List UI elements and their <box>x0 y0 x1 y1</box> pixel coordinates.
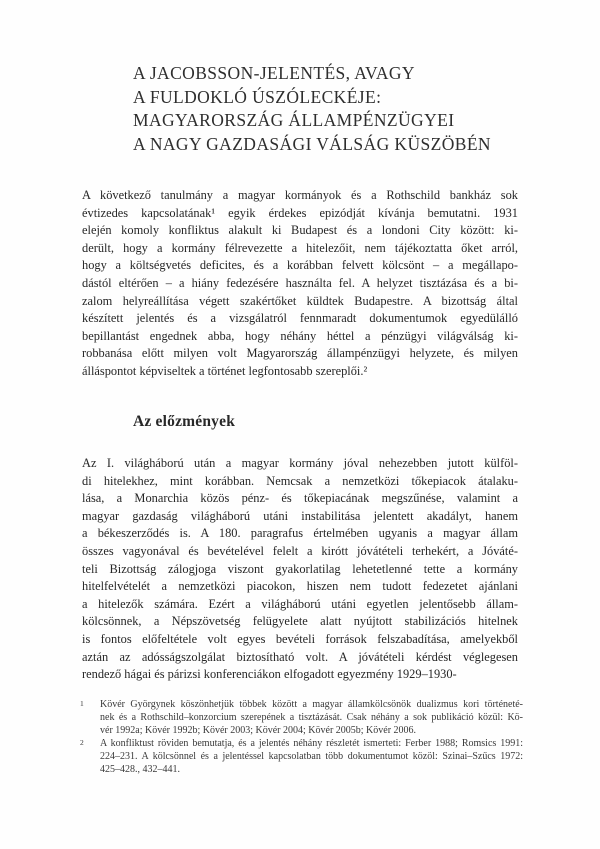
footnote-1 <box>80 698 523 737</box>
text-line: 425–428., 432–441. <box>100 764 180 775</box>
text-line: kölcsönnek, a Népszövetség felügyelete alatt nyújtott stabilizációs hitelnek <box>82 614 518 629</box>
text-line: A JACOBSSON-JELENTÉS, AVAGY <box>133 63 415 83</box>
intro-paragraph <box>82 187 518 381</box>
text-line: A következő tanulmány a magyar kormányok és a Rothschild bankház sok <box>82 188 518 202</box>
footnotes <box>80 698 523 776</box>
text-line: a hitelezők számára. Ezért a világháború utáni egyetlen jelentősebb állam- <box>82 596 518 611</box>
text-line: készített jelentés és a vizsgálatról fennmaradt dokumentumok egyedülálló <box>82 311 518 326</box>
text-line: magyar gazdaság világháború utáni instabilitása jelentett akadályt, hanem <box>82 508 518 523</box>
text-line: rendező hágai és párizsi konferenciákon elfogadott egyezmény 1929–1930- <box>82 667 457 682</box>
text-line: is fontos előfeltétele volt egyes bevételi források felszabadítása, amelyekből <box>82 631 518 646</box>
text-line: MAGYARORSZÁG ÁLLAMPÉNZÜGYEI <box>133 110 455 130</box>
text-line: A NAGY GAZDASÁGI VÁLSÁG KÜSZÖBÉN <box>133 133 491 154</box>
text-line: bepillantást engednek abba, hogy néhány héttel a pénzügyi világválság ki- <box>82 328 518 343</box>
footnote-text <box>100 698 523 737</box>
text-line: aztán az adósságszolgálat biztosítható volt. A jóvátételi kérdést véglegesen <box>82 649 518 664</box>
text-line: álláspontot képviseltek a történet legfontosabb szereplői.² <box>82 363 368 378</box>
text-line: A FULDOKLÓ ÚSZÓLECKÉJE: <box>133 86 382 107</box>
section-paragraph <box>82 455 518 684</box>
footnote-marker: 1 <box>80 699 84 708</box>
text-line: di hitelekhez, mint korábban. Nemcsak a nemzetközi tőkepiacok átalaku- <box>82 473 518 488</box>
article-title <box>133 62 553 156</box>
footnote-marker: 2 <box>80 738 84 747</box>
footnote-2 <box>80 737 523 776</box>
text-line: derült, hogy a kormány félrevezette a hitelezőit, nem tájékoztatta őket arról, <box>82 240 518 255</box>
text-line: hitelfelvételét a nemzetközi piacokon, hiszen nem tudott fedezetet ajánlani <box>82 579 518 594</box>
text-line: robbanása előtt milyen volt Magyarország állampénzügyi helyzete, és milyen <box>82 346 518 361</box>
text-line: vér 1992a; Kövér 1992b; Kövér 2003; Kövér 2004; Kövér 2005b; Kövér 2006. <box>100 725 417 736</box>
text-line: lása, a Monarchia közös pénz- és tőkepiacának megszűnése, valamint a <box>82 491 518 506</box>
text-line: évtizedes kapcsolatának¹ egyik érdekes epizódját kívánja bemutatni. 1931 <box>82 205 518 220</box>
text-line: elején komoly konfliktus alakult ki Budapest és a londoni City között: ki- <box>82 223 518 238</box>
text-line: dástól eltérően – a hiány fedezésére használta fel. A helyzet tisztázása és a bi- <box>82 275 518 290</box>
text-line: hogy a költségvetés deficites, és a korábban felvett kölcsönt – a megállapo- <box>82 258 518 273</box>
text-line: 224–231. A kölcsönnel és a jelentéssel kapcsolatban több dokumentumot közöl: Szinai–Szűcs 1972: <box>100 751 523 762</box>
text-line: zalom helyreállítása végett szakértőket küldtek Budapestre. A bizottság által <box>82 293 518 308</box>
text-line: a békeszerződés is. A 180. paragrafus értelmében ugyanis a magyar állam <box>82 526 518 541</box>
footnote-text <box>100 737 523 776</box>
text-line: teli Bizottság zálogjoga viszont gyakorlatilag lehetetlenné tette a kormány <box>82 561 518 576</box>
text-line: nek és a Rothschild–konzorcium szerepének a tisztázását. Csak néhány a sok publikáció közül: Kö- <box>100 712 523 723</box>
text-line: A konfliktust röviden bemutatja, és a jelentés néhány részletét ismerteti: Ferber 1988; Romsics 1991: <box>100 738 523 749</box>
text-line: összes vagyonával és bevételével felelt a kirótt jóvátételi terhekért, a Jóváté- <box>82 543 518 558</box>
section-heading: Az előzmények <box>133 413 236 430</box>
text-line: Kövér Györgynek köszönhetjük többek között a magyar államkölcsönök dualizmus kori történeté- <box>100 699 523 710</box>
text-line: Az I. világháború után a magyar kormány jóval nehezebben jutott külföl- <box>82 456 518 470</box>
